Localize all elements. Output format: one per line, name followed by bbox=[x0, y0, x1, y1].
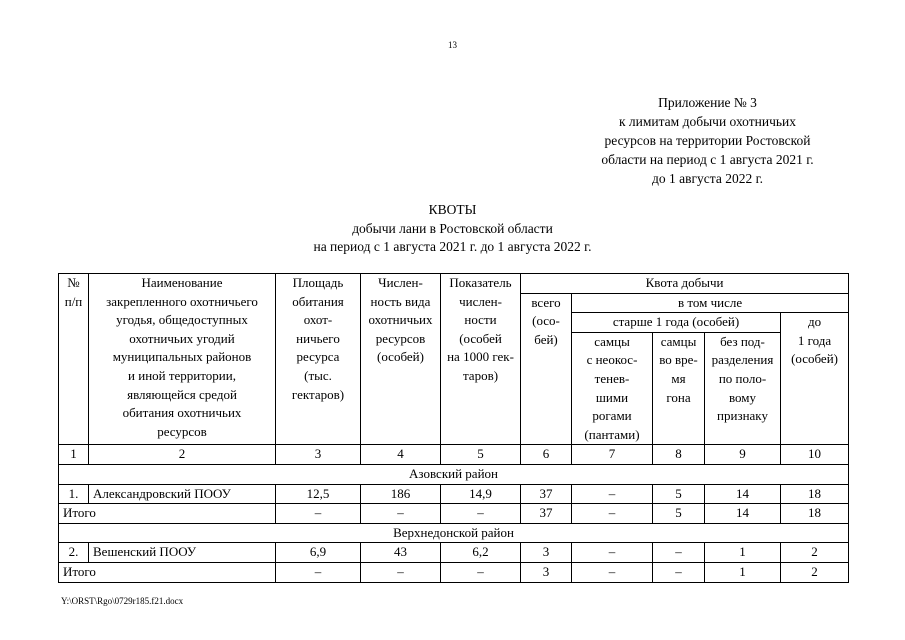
total-under1: 2 bbox=[781, 562, 849, 582]
total-row bbox=[59, 562, 849, 582]
row-under1: 2 bbox=[781, 543, 849, 563]
header-under-1: до 1 года (особей) bbox=[781, 313, 849, 445]
row-num: 2. bbox=[59, 543, 89, 563]
col-number: 5 bbox=[441, 445, 521, 465]
header-count: Числен- ность вида охотничьих ресурсов (особей) bbox=[361, 274, 441, 445]
header-density: Показатель числен- ности (особей на 1000 гек- таров) bbox=[441, 274, 521, 445]
appendix-line: до 1 августа 2022 г. bbox=[652, 171, 763, 186]
row-antlers: – bbox=[572, 543, 653, 563]
total-antlers: – bbox=[572, 562, 653, 582]
row-area: 6,9 bbox=[276, 543, 361, 563]
total-label: Итого bbox=[59, 562, 276, 582]
header-num: № п/п bbox=[59, 274, 89, 445]
header-no-sex: без под- разделения по поло- вому признаку bbox=[705, 332, 781, 445]
row-under1: 18 bbox=[781, 484, 849, 504]
total-row bbox=[59, 504, 849, 524]
col-number: 8 bbox=[653, 445, 705, 465]
table-row bbox=[59, 543, 849, 563]
header-area: Площадь обитания охот- ничьего ресурса (тыс. гектаров) bbox=[276, 274, 361, 445]
header-males-antlers: самцы с неокос- тенев- шими рогами (пантами) bbox=[572, 332, 653, 445]
row-num: 1. bbox=[59, 484, 89, 504]
row-count: 43 bbox=[361, 543, 441, 563]
total-density: – bbox=[441, 562, 521, 582]
header-including: в том числе bbox=[572, 293, 849, 313]
appendix-line: ресурсов на территории Ростовской bbox=[604, 133, 811, 148]
row-rut: 5 bbox=[653, 484, 705, 504]
total-area: – bbox=[276, 562, 361, 582]
title-period: на период с 1 августа 2021 г. до 1 августа 2022 г. bbox=[313, 239, 592, 254]
header-males-rut: самцы во вре- мя гона bbox=[653, 332, 705, 445]
row-name: Вешенский ПООУ bbox=[89, 543, 276, 563]
total-total: 3 bbox=[521, 562, 572, 582]
district-row: Азовский район bbox=[59, 464, 849, 484]
header-quota: Квота добычи bbox=[521, 274, 849, 294]
appendix-line: области на период с 1 августа 2021 г. bbox=[601, 152, 814, 167]
page-number: 13 bbox=[448, 40, 457, 50]
title-main: КВОТЫ bbox=[428, 202, 477, 217]
total-density: – bbox=[441, 504, 521, 524]
total-rut: – bbox=[653, 562, 705, 582]
total-count: – bbox=[361, 504, 441, 524]
total-count: – bbox=[361, 562, 441, 582]
total-under1: 18 bbox=[781, 504, 849, 524]
district-row: Верхнедонской район bbox=[59, 523, 849, 543]
total-total: 37 bbox=[521, 504, 572, 524]
row-total: 3 bbox=[521, 543, 572, 563]
col-number: 2 bbox=[89, 445, 276, 465]
col-number: 7 bbox=[572, 445, 653, 465]
row-nosex: 1 bbox=[705, 543, 781, 563]
column-numbers-row bbox=[59, 445, 849, 465]
row-total: 37 bbox=[521, 484, 572, 504]
row-rut: – bbox=[653, 543, 705, 563]
row-count: 186 bbox=[361, 484, 441, 504]
col-number: 9 bbox=[705, 445, 781, 465]
header-total: всего (осо- бей) bbox=[521, 293, 572, 445]
row-name: Александровский ПООУ bbox=[89, 484, 276, 504]
col-number: 10 bbox=[781, 445, 849, 465]
total-nosex: 14 bbox=[705, 504, 781, 524]
col-number: 4 bbox=[361, 445, 441, 465]
row-nosex: 14 bbox=[705, 484, 781, 504]
total-nosex: 1 bbox=[705, 562, 781, 582]
file-path-footer: Y:\ORST\Rgo\0729r185.f21.docx bbox=[61, 596, 184, 606]
col-number: 6 bbox=[521, 445, 572, 465]
total-label: Итого bbox=[59, 504, 276, 524]
col-number: 1 bbox=[59, 445, 89, 465]
appendix-line: Приложение № 3 bbox=[658, 95, 757, 110]
row-density: 14,9 bbox=[441, 484, 521, 504]
table-row bbox=[59, 484, 849, 504]
header-older-than-1: старше 1 года (особей) bbox=[572, 313, 781, 333]
document-title bbox=[0, 201, 905, 257]
appendix-heading bbox=[590, 93, 825, 188]
quotas-table bbox=[58, 273, 849, 583]
col-number: 3 bbox=[276, 445, 361, 465]
total-rut: 5 bbox=[653, 504, 705, 524]
header-name: Наименование закрепленного охотничьего угодья, общедоступных охотничьих угодий муниципальных районов и иной территории, являющейся средой обитания охотничьих ресурсов bbox=[89, 274, 276, 445]
total-area: – bbox=[276, 504, 361, 524]
row-density: 6,2 bbox=[441, 543, 521, 563]
total-antlers: – bbox=[572, 504, 653, 524]
row-antlers: – bbox=[572, 484, 653, 504]
title-subtitle: добычи лани в Ростовской области bbox=[352, 220, 553, 236]
row-area: 12,5 bbox=[276, 484, 361, 504]
appendix-line: к лимитам добычи охотничьих bbox=[618, 114, 797, 129]
